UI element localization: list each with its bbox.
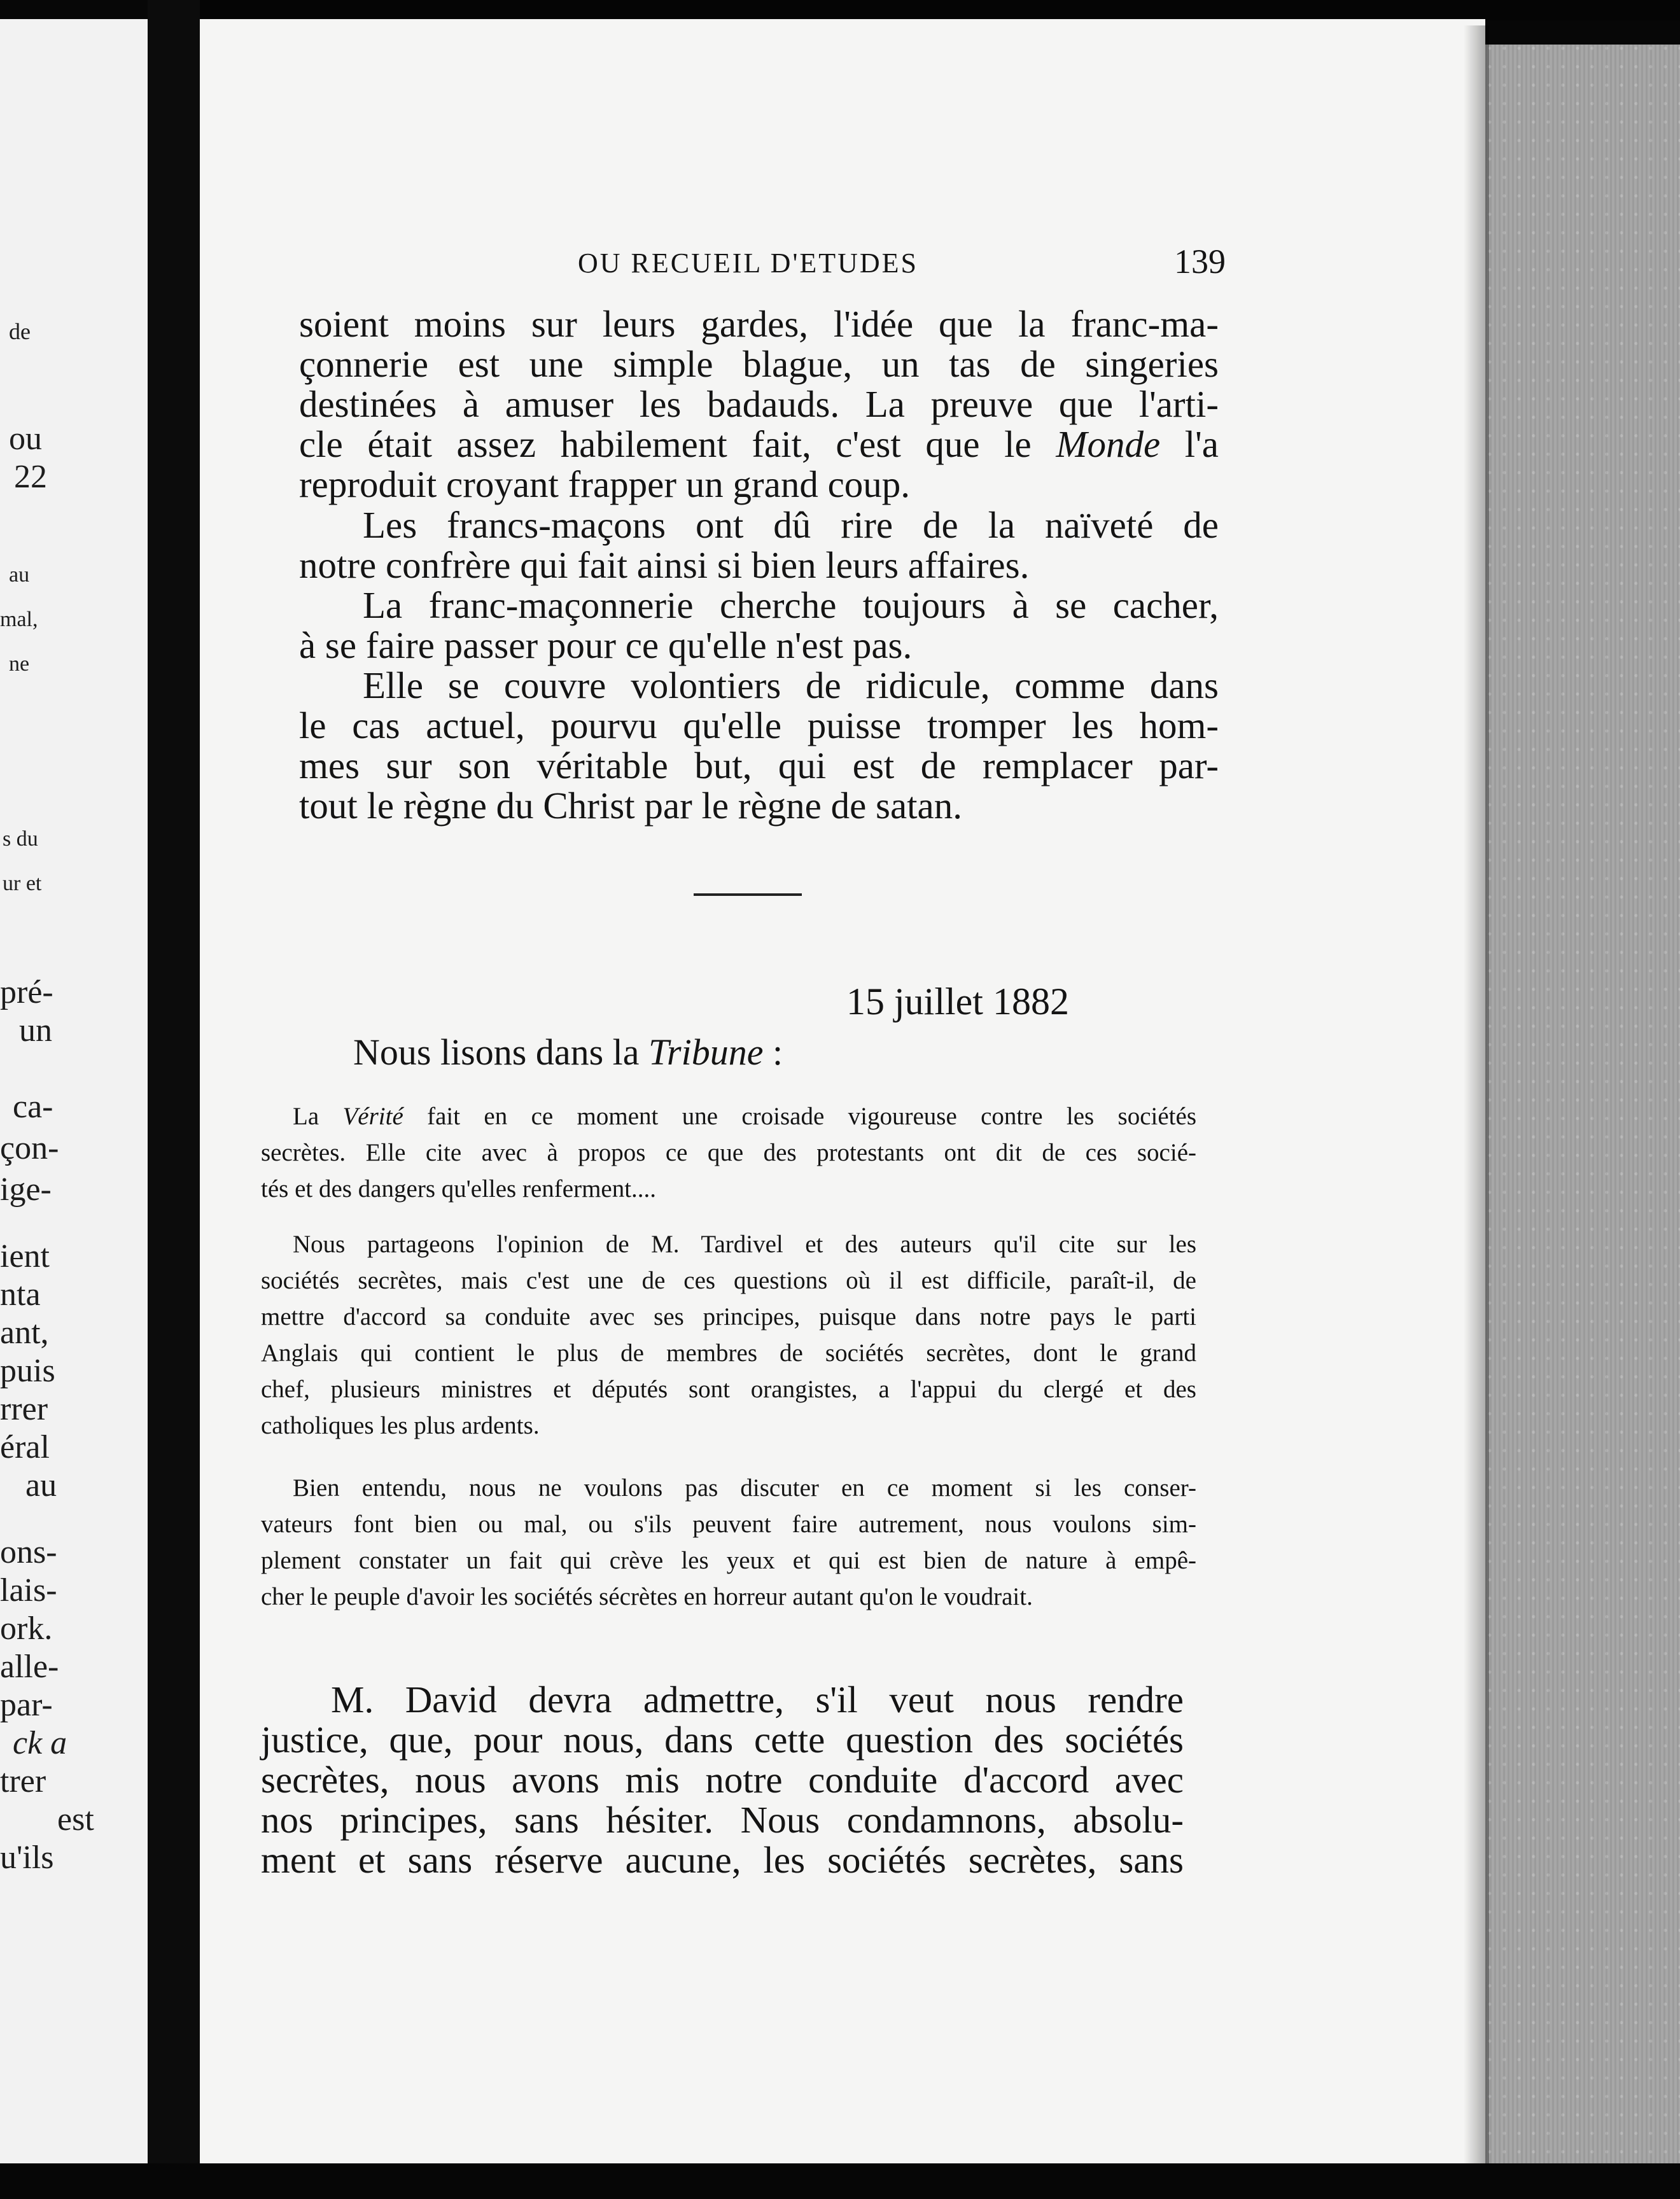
left-page-fragment: ne [9, 652, 30, 676]
left-page-fragment: ige- [0, 1171, 52, 1208]
quoted-paragraph [261, 1098, 1196, 1207]
text-line: justice, que, pour nous, dans cette question des sociétés [261, 1719, 1184, 1761]
left-page-fragment: çon- [0, 1130, 59, 1166]
text-line: vateurs font bien ou mal, ou s'ils peuvent faire autrement, nous voulons sim- [261, 1511, 1196, 1538]
quote-intro: Nous lisons dans la Tribune : [353, 1031, 783, 1073]
body-paragraph [299, 304, 1219, 505]
text-line: La Vérité fait en ce moment une croisade vigoureuse contre les sociétés [293, 1103, 1197, 1130]
body-paragraph [261, 1680, 1184, 1880]
left-page-fragment: trer [0, 1763, 46, 1799]
text-line: sociétés secrètes, mais c'est une de ces questions où il est difficile, paraît-il, de [261, 1267, 1196, 1294]
text-line: chef, plusieurs ministres et députés sont orangistes, a l'appui du clergé et des [261, 1376, 1196, 1403]
left-page-fragment: rrer [0, 1391, 48, 1427]
page-edge-shadow [1464, 25, 1489, 2163]
quoted-paragraph [261, 1226, 1196, 1444]
left-page-fragment: au [9, 563, 30, 587]
text-line: mettre d'accord sa conduite avec ses principes, puisque dans notre pays le parti [261, 1303, 1196, 1330]
left-page-fragment: ient [0, 1238, 50, 1274]
text-line: La franc-maçonnerie cherche toujours à se cacher, [363, 584, 1219, 626]
left-page-fragment: alle- [0, 1649, 59, 1685]
left-page-fragment: ca- [13, 1089, 53, 1125]
left-page-fragment: au [25, 1467, 57, 1504]
left-page-fragment: ork. [0, 1610, 53, 1647]
text-line: tés et des dangers qu'elles renferment.... [261, 1175, 657, 1203]
text-line: Bien entendu, nous ne voulons pas discuter en ce moment si les conser- [293, 1474, 1196, 1502]
text-line: çonnerie est une simple blague, un tas de singeries [299, 343, 1219, 385]
left-page-fragment: 22 [14, 459, 47, 495]
text-line: nos principes, sans hésiter. Nous condamnons, absolu- [261, 1799, 1184, 1841]
left-page-fragment: ons- [0, 1534, 57, 1570]
left-page-fragment: ur et [3, 872, 42, 895]
scan-top-border [148, 0, 1680, 20]
text-line: notre confrère qui fait ainsi si bien leurs affaires. [299, 544, 1030, 586]
text-line: le cas actuel, pourvu qu'elle puisse tromper les hom- [299, 704, 1219, 746]
left-page-fragment: s du [3, 827, 38, 851]
entry-date: 15 juillet 1882 [846, 981, 1069, 1023]
text-line: tout le règne du Christ par le règne de satan. [299, 785, 962, 827]
text-line: reproduit croyant frapper un grand coup. [299, 463, 911, 505]
text-line: M. David devra admettre, s'il veut nous rendre [331, 1679, 1184, 1721]
newspaper-name: Monde [1056, 423, 1161, 465]
body-paragraph [299, 585, 1219, 666]
left-page-fragment: lais- [0, 1572, 57, 1609]
scan-bottom-border [0, 2163, 1680, 2199]
previous-page-edge [0, 19, 148, 2182]
left-page-fragment: ou [9, 421, 42, 457]
text-line: catholiques les plus ardents. [261, 1412, 540, 1439]
text-line: plement constater un fait qui crève les yeux et qui est bien de nature à empê- [261, 1547, 1196, 1574]
text-line: Elle se couvre volontiers de ridicule, comme dans [363, 664, 1219, 706]
text-line: à se faire passer pour ce qu'elle n'est pas. [299, 624, 913, 666]
left-page-fragment: un [19, 1012, 52, 1049]
text-line: destinées à amuser les badauds. La preuve que l'arti- [299, 383, 1219, 425]
page-number: 139 [1174, 242, 1226, 281]
text-line: cher le peuple d'avoir les sociétés sécrètes en horreur autant qu'on le voudrait. [261, 1583, 1033, 1610]
text-line: secrètes, nous avons mis notre conduite d'accord avec [261, 1759, 1184, 1801]
newspaper-name: Tribune [648, 1031, 764, 1073]
book-page-edges [1485, 45, 1680, 2199]
left-page-fragment: puis [0, 1353, 55, 1389]
left-page-fragment: ant, [0, 1315, 49, 1351]
left-page-fragment: de [9, 319, 31, 344]
left-page-fragment: pré- [0, 974, 53, 1010]
text-line: Nous partageons l'opinion de M. Tardivel et des auteurs qu'il cite sur les [293, 1231, 1196, 1258]
running-header: OU RECUEIL D'ETUDES [578, 248, 919, 279]
text-line: mes sur son véritable but, qui est de remplacer par- [299, 744, 1219, 786]
text-line: cle était assez habilement fait, c'est que le Monde l'a [299, 423, 1219, 465]
left-page-fragment: éral [0, 1429, 50, 1465]
section-divider [694, 893, 802, 896]
left-page-fragment: nta [0, 1276, 41, 1313]
text-line: Les francs-maçons ont dû rire de la naïveté de [363, 504, 1219, 546]
text-line: soient moins sur leurs gardes, l'idée que la franc-ma- [299, 303, 1219, 345]
text-line: ment et sans réserve aucune, les sociétés secrètes, sans [261, 1839, 1184, 1881]
body-paragraph [299, 505, 1219, 585]
quoted-paragraph [261, 1470, 1196, 1615]
left-page-fragment: u'ils [0, 1839, 54, 1876]
body-paragraph [299, 666, 1219, 826]
text-line: secrètes. Elle cite avec à propos ce que des protestants ont dit de ces socié- [261, 1139, 1196, 1166]
book-gutter [148, 0, 200, 2199]
left-page-fragment: ck a [13, 1725, 67, 1761]
newspaper-name: Vérité [342, 1103, 403, 1130]
left-page-fragment: mal, [0, 608, 38, 631]
left-page-fragment: est [57, 1801, 94, 1838]
left-page-fragment: par- [0, 1687, 53, 1723]
text-line: Anglais qui contient le plus de membres de sociétés secrètes, dont le grand [261, 1339, 1196, 1367]
